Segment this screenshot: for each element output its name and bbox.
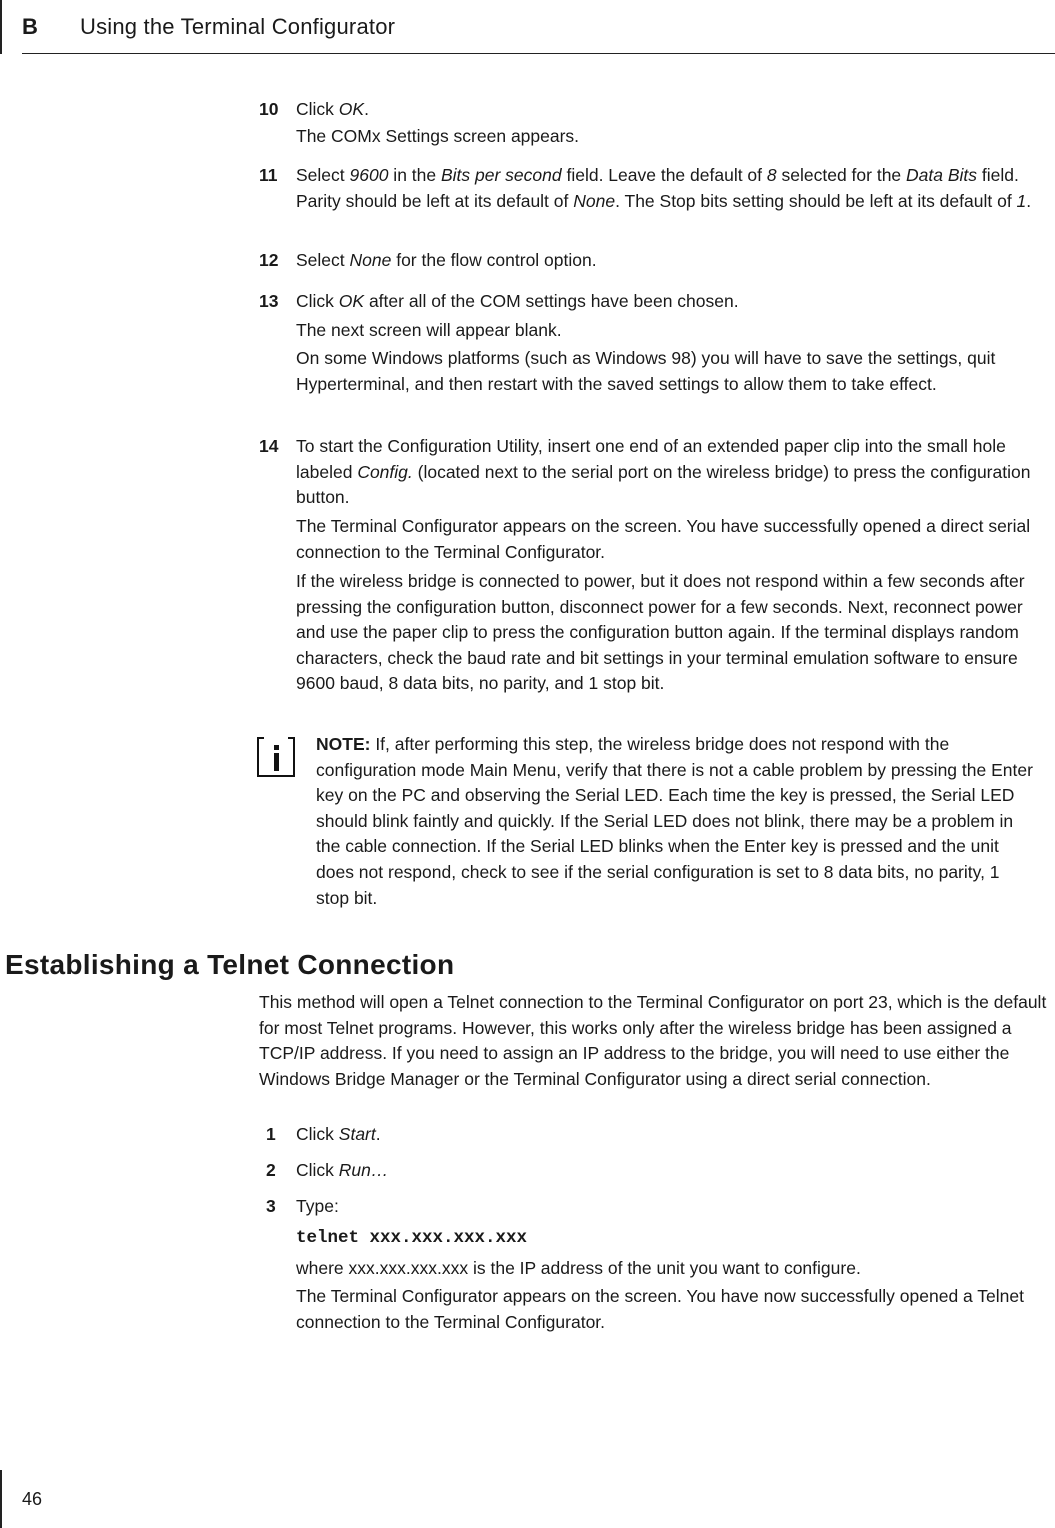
note-text: If, after performing this step, the wireless bridge does not respond with the configuration mode Main Menu, verify that there is not a cable problem by pressing the Enter key on the PC and observing the Serial LED. Each time the key is pressed, the Serial LED should blink faintly and quickly. If the Serial LED does not blink, there may be a problem in the cable connection. If the Serial LED blinks when the Enter key is pressed and the unit does not respond, check to see if the serial configuration is set to 8 data bits, no parity, 1 stop bit. <box>316 734 1033 908</box>
step-text: Click OK after all of the COM settings have been chosen. <box>296 291 739 311</box>
note-label: NOTE: <box>316 734 371 754</box>
step-text: Type: <box>296 1196 339 1216</box>
command-explanation: where xxx.xxx.xxx.xxx is the IP address of the unit you want to configure. <box>296 1258 861 1278</box>
step-number: 12 <box>259 250 279 270</box>
section-intro: This method will open a Telnet connection to the Terminal Configurator on port 23, which is the default for most Telnet programs. However, this works only after the wireless bridge has been assigned a TCP/IP address. If you need to assign an IP address to the bridge, you will need to use either the Windows Bridge Manager or the Terminal Configurator using a direct serial connection. <box>259 992 1047 1089</box>
step-text: Click OK. <box>296 99 369 119</box>
step-text: Select 9600 in the Bits per second field. Leave the default of 8 selected for the Data Bits field. Parity should be left at its default of None. The Stop bits setting should be left at its default of 1. <box>296 165 1032 211</box>
note-box <box>316 732 1036 911</box>
info-icon <box>257 737 295 777</box>
page-number: 46 <box>22 1489 43 1509</box>
step-text: Click Start. <box>296 1124 381 1144</box>
step-number: 2 <box>266 1160 276 1180</box>
header-rule <box>22 53 1055 54</box>
chapter-title: Using the Terminal Configurator <box>80 14 396 39</box>
step-number: 10 <box>259 99 279 119</box>
step-number: 14 <box>259 436 279 456</box>
section-heading: Establishing a Telnet Connection <box>5 949 455 980</box>
step-troubleshooting: If the wireless bridge is connected to power, but it does not respond within a few seconds after pressing the configuration button, disconnect power for a few seconds. Next, reconnect power and use the paper clip to press the configuration button again. If the terminal displays random characters, check the baud rate and bit settings in your terminal emulation software to ensure 9600 baud, 8 data bits, no parity, and 1 stop bit. <box>296 571 1025 694</box>
footer-rule-vertical <box>0 1470 2 1528</box>
step-result: The next screen will appear blank. <box>296 320 562 340</box>
step-text: Select None for the flow control option. <box>296 250 597 270</box>
step-text: Click Run… <box>296 1160 389 1180</box>
step-result: The Terminal Configurator appears on the screen. You have now successfully opened a Telnet connection to the Terminal Configurator. <box>296 1286 1025 1332</box>
header-rule-vertical <box>0 0 2 54</box>
step-result: The COMx Settings screen appears. <box>296 126 580 146</box>
step-text: To start the Configuration Utility, insert one end of an extended paper clip into the small hole labeled Config. (located next to the serial port on the wireless bridge) to press the configuration button. <box>296 436 1031 508</box>
step-number: 13 <box>259 291 279 311</box>
step-number: 3 <box>266 1196 276 1216</box>
command-line: telnet xxx.xxx.xxx.xxx <box>296 1228 528 1248</box>
step-number: 1 <box>266 1124 276 1144</box>
step-note: On some Windows platforms (such as Windows 98) you will have to save the settings, quit Hyperterminal, and then restart with the saved settings to allow them to take effect. <box>296 348 996 394</box>
step-number: 11 <box>259 165 278 185</box>
chapter-letter: B <box>22 14 38 39</box>
step-result: The Terminal Configurator appears on the screen. You have successfully opened a direct serial connection to the Terminal Configurator. <box>296 516 1031 562</box>
